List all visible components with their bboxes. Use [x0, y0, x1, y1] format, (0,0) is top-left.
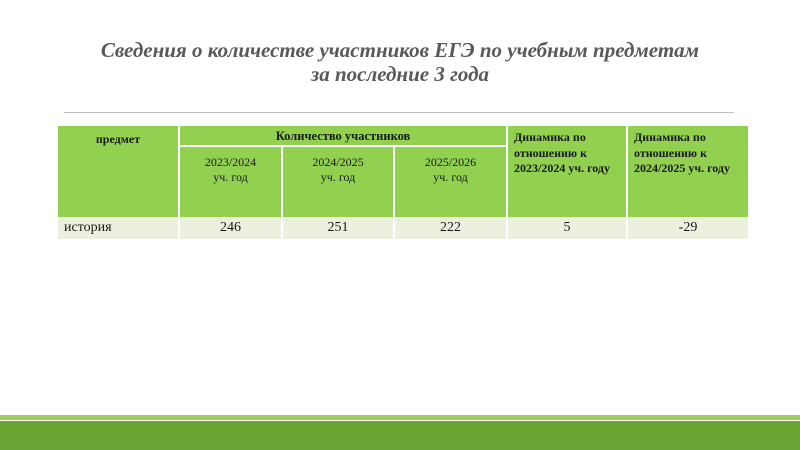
cell-value-2023: 246 — [179, 217, 282, 239]
slide-title — [40, 38, 760, 86]
participants-table — [58, 126, 748, 239]
cell-subject: история — [58, 217, 179, 239]
year-label: 2025/2026 — [424, 155, 477, 169]
title-line-2: за последние 3 года — [311, 62, 489, 86]
footer-band — [0, 421, 800, 450]
header-dynamics-2023: Динамика по отношению к 2023/2024 уч. году — [507, 126, 627, 217]
header-year-2024 — [282, 146, 394, 217]
header-dynamics-2024: Динамика по отношению к 2024/2025 уч. году — [627, 126, 748, 217]
header-subject: предмет — [58, 126, 179, 217]
table-row — [58, 217, 748, 239]
header-count: Количество участников — [179, 126, 507, 146]
cell-dynamics-2024: -29 — [627, 217, 748, 239]
header-year-2025 — [394, 146, 507, 217]
year-unit: уч. год — [320, 170, 356, 184]
cell-value-2025: 222 — [394, 217, 507, 239]
title-line-1: Сведения о количестве участников ЕГЭ по учебным предметам — [100, 38, 700, 62]
header-year-2023 — [179, 146, 282, 217]
footer-accent-line — [0, 415, 800, 420]
cell-value-2024: 251 — [282, 217, 394, 239]
title-divider — [64, 112, 734, 113]
year-label: 2023/2024 — [204, 155, 257, 169]
year-unit: уч. год — [213, 170, 248, 184]
cell-dynamics-2023: 5 — [507, 217, 627, 239]
year-label: 2024/2025 — [312, 155, 364, 169]
year-unit: уч. год — [433, 170, 468, 184]
